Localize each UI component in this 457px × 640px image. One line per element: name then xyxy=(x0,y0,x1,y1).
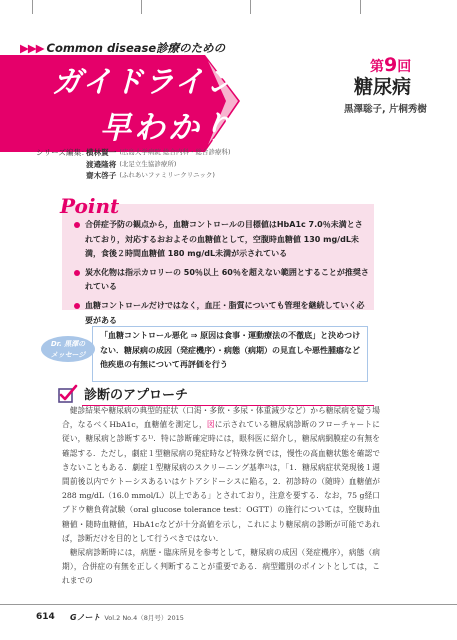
crop-mark xyxy=(141,0,142,14)
triple-arrow-icon: ▶▶▶ xyxy=(20,41,44,55)
editor-row: 齋木啓子 (ふれあいファミリークリニック) xyxy=(86,171,215,180)
crop-mark xyxy=(32,0,33,14)
title-line-2: 早わかり xyxy=(100,110,236,146)
crop-mark xyxy=(360,0,361,14)
series-label: ▶▶▶ Common disease診療のための xyxy=(20,41,226,55)
checkbox-icon xyxy=(58,384,78,404)
section-title: 診断のアプローチ xyxy=(84,388,189,403)
journal-info: Gノート Vol.2 No.4（8月号）2015 xyxy=(70,613,184,622)
point-item: 合併症予防の観点から，血糖コントロールの目標値はHbA1c 7.0％未満とされており，対応するおおよその血糖値として，空腹時血糖値 130 mg/dL未満，食後２時間血糖値 180 mg/dL未満が示されている xyxy=(74,218,370,262)
title-line-1: ガイドライン xyxy=(52,65,237,100)
point-list xyxy=(74,218,370,332)
point-item: 血糖コントロールだけではなく，血圧・脂質についても管理を継続していく必要がある xyxy=(74,299,370,328)
dr-message-badge: Dr. 黒澤の メッセージ xyxy=(41,336,95,362)
editor-row: 渡邉隆将 (北足立生協診療所) xyxy=(86,159,177,169)
editor-row: シリーズ編集： 横林賢一 (広島大学病院 総合内科・総合診療科) xyxy=(36,148,231,157)
page-number: 614 xyxy=(36,612,55,622)
body-text xyxy=(62,404,380,589)
point-item: 炭水化物は指示カロリーの 50％以上 60％を超えない範囲とすることが推奨されている xyxy=(74,266,370,295)
issue-number: 第9回 xyxy=(370,54,412,76)
crop-mark xyxy=(250,0,251,14)
point-heading: Point xyxy=(60,194,120,218)
paragraph: 糖尿病診断時には，病歴・臨床所見を参考として，糖尿病の成因（発症機序），病態（病期），合併症の有無を正しく判断することが重要である．病型鑑別のポイントとしては，これまでの xyxy=(62,548,380,586)
authors: 黒澤聡子, 片桐秀樹 xyxy=(344,104,427,115)
footer-rule xyxy=(0,604,457,605)
dr-message-text: 「血糖コントロール悪化 ⇒ 原因は食事・運動療法の不徹底」と決めつけない．糖尿病の成因（発症機序）・病態（病期）の見直しや悪性腫瘍など他疾患の有無について再評価を行う xyxy=(100,331,361,370)
paragraph: 健診結果や糖尿病の典型的症状（口渇・多飲・多尿・体重減少など）から糖尿病を疑う場合，なるべくHbA1c，血糖値を測定し，図に示されている糖尿病診断のフローチャートに従い，糖尿病と診断する¹⁾．特に診断確定時には，眼科医に紹介し，糖尿病網膜症の有無を確認する．ただし，劇症１型糖尿病の発症時など特殊な例では，慢性の高血糖状態を確認できないこともある．劇症１型糖尿病のスクリーニング基準²⁾は，「1．糖尿病症状発現後１週間前後以内でケトーシスあるいはケトアシドーシスに陥る，2．初診時の（随時）血糖値が288 mg/dL（16.0 mmol/L）以上である」とされており，注意を要する．なお，75 g経口ブドウ糖負荷試験（oral glucose tolerance test：OGTT）の施行については，空腹時血糖値・随時血糖値，HbA1cなどが十分高値を示し，これにより糖尿病の診断が可能であれば，診断だけを目的として行うべきではない． xyxy=(62,406,380,543)
topic-title: 糖尿病 xyxy=(354,76,412,98)
figure-reference[interactable]: 図 xyxy=(206,420,215,430)
series-editors xyxy=(36,147,231,182)
